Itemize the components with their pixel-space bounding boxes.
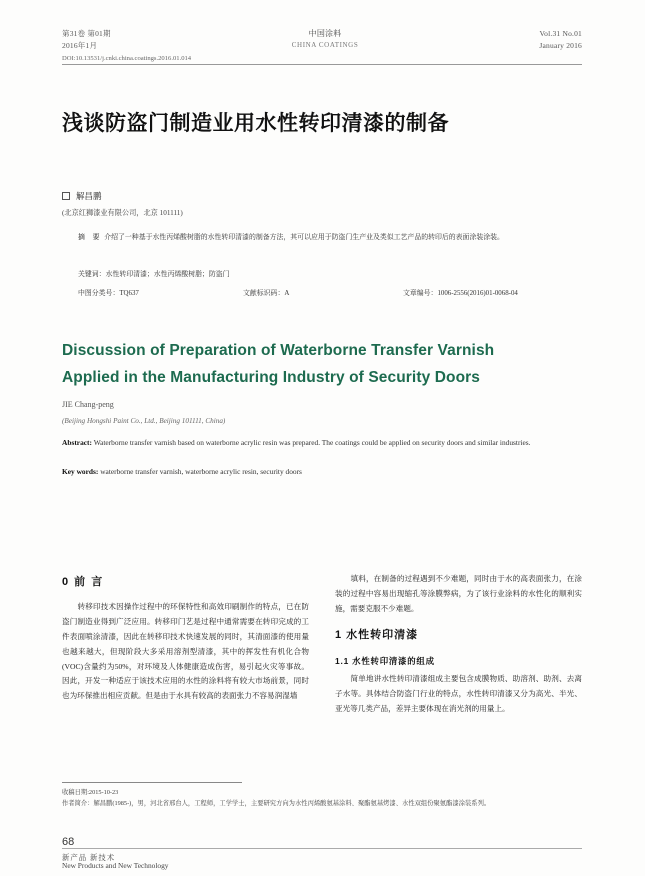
author-name-cn: 解昌鹏 bbox=[76, 191, 102, 201]
header-volume-en: Vol.31 No.01 bbox=[539, 29, 582, 38]
page-number: 68 bbox=[62, 836, 75, 848]
abstract-label-cn: 摘 要 bbox=[78, 234, 103, 241]
header-date-en: January 2016 bbox=[539, 40, 582, 50]
body-column-left bbox=[62, 572, 309, 717]
author-block-cn bbox=[62, 190, 562, 218]
body-columns bbox=[62, 572, 582, 717]
keywords-cn bbox=[78, 268, 568, 278]
header-right bbox=[539, 28, 582, 51]
article-id: 文章编号：1006-2556(2016)01-0068-04 bbox=[403, 290, 518, 297]
abstract-label-en: Abstract: bbox=[62, 438, 92, 447]
footer-section-en: New Products and New Technology bbox=[62, 861, 169, 870]
keywords-label-cn: 关键词： bbox=[78, 271, 106, 278]
author-affiliation-en: (Beijing Hongshi Paint Co., Ltd., Beijing 101111, China) bbox=[62, 417, 226, 425]
author-affiliation-cn: (北京红狮漆业有限公司，北京 101111) bbox=[62, 209, 183, 217]
abstract-cn bbox=[78, 232, 568, 245]
header-left bbox=[62, 28, 111, 51]
section-0-paragraph: 转移印技术因操作过程中的环保特性和高效印刷制作的特点，已在防盗门制造业得到广泛应用。转移印门艺是过程中通常需要在转印完成的工件表面喷涂清漆，因此在转移印技术快速发展的同时，其清面漆的使用量也越来越大，但现阶段大多采用溶剂型清漆，其中的挥发性有机化合物(VOC)含量约为50%，对环境及人体健康造成伤害，易引起火灾等事故。因此，开发一种适应于该技术应用的水性的涂料将有较大市场前景，同时也为环保推出相应贡献。但是由于水具有较高的表面张力不容易润湿墙 bbox=[62, 602, 309, 701]
square-bullet-icon bbox=[62, 192, 70, 200]
journal-name-en: CHINA COATINGS bbox=[291, 41, 359, 50]
paper-title-en-line1: Discussion of Preparation of Waterborne Transfer Varnish bbox=[62, 342, 495, 359]
section-heading-0: 0 前 言 bbox=[62, 576, 104, 588]
author-name-en: JIE Chang-peng bbox=[62, 400, 114, 409]
document-code: 文献标识码：A bbox=[243, 290, 290, 297]
section-heading-1: 1 水性转印清漆 bbox=[335, 629, 419, 642]
keywords-text-en: waterborne transfer varnish, waterborne acrylic resin, security doors bbox=[100, 467, 302, 476]
paper-title-en-line2: Applied in the Manufacturing Industry of Security Doors bbox=[62, 368, 480, 386]
doi-text: DOI:10.13531/j.cnki.china.coatings.2016.01.014 bbox=[62, 55, 192, 62]
received-date: 收稿日期:2015-10-23 bbox=[62, 789, 119, 796]
author-line bbox=[62, 190, 562, 202]
abstract-text-cn: 介绍了一种基于水性丙烯酸树脂的水性转印清漆的制备方法，其可以应用于防盗门生产业及类似工艺产品的转印后的表面涂装涂装。 bbox=[104, 234, 504, 241]
footnote-divider bbox=[62, 782, 242, 783]
journal-name-cn: 中国涂料 bbox=[308, 29, 342, 38]
paper-title-en bbox=[62, 338, 572, 391]
section-heading-1-1: 1.1 水性转印清漆的组成 bbox=[335, 655, 435, 666]
header-divider bbox=[62, 64, 582, 65]
header-center bbox=[292, 28, 359, 51]
footer-divider bbox=[62, 848, 582, 849]
keywords-en bbox=[62, 466, 572, 478]
keywords-label-en: Key words: bbox=[62, 467, 99, 476]
classification-row bbox=[78, 287, 573, 297]
paper-title-cn: 浅谈防盗门制造业用水性转印清漆的制备 bbox=[62, 112, 449, 135]
journal-header bbox=[62, 28, 582, 51]
keywords-text-cn: 水性转印清漆；水性丙烯酸树脂；防盗门 bbox=[105, 271, 230, 278]
header-date-cn: 2016年1月 bbox=[62, 40, 98, 50]
abstract-en bbox=[62, 437, 572, 449]
footnote-block bbox=[62, 787, 582, 809]
header-volume: 第31卷 第01期 bbox=[62, 29, 111, 38]
abstract-text-en: Waterborne transfer varnish based on waterborne acrylic resin was prepared. The coatings could be applied on security doors and similar industries. bbox=[93, 438, 531, 447]
author-bio: 作者简介：解昌鹏(1985-)，男，河北省邢台人，工程师，工学学士，主要研究方向为水性丙烯酸氨基涂料、聚酯氨基烤漆、水性双组份聚氨酯漆涂装系列。 bbox=[62, 800, 491, 808]
footer-section-cn: 新产品 新技术 bbox=[62, 853, 116, 862]
body-column-right bbox=[335, 572, 582, 717]
clc-number: 中图分类号：TQ637 bbox=[78, 290, 139, 297]
section-1-1-paragraph: 简单地讲水性转印清漆组成主要包含成膜物质、助溶剂、助剂、去离子水等。具体结合防盗门行业的特点，水性转印清漆又分为高光、半光、亚光等几类产品，差异主要体现在消光剂的用量上。 bbox=[335, 674, 582, 713]
section-0-paragraph-cont: 填料，在制备的过程遇到不少难题，同时由于水的高表面张力，在涂装的过程中容易出现缩孔等涂膜弊病，为了该行业涂料的水性化的顺利实施，需要克服不少难题。 bbox=[335, 574, 582, 613]
